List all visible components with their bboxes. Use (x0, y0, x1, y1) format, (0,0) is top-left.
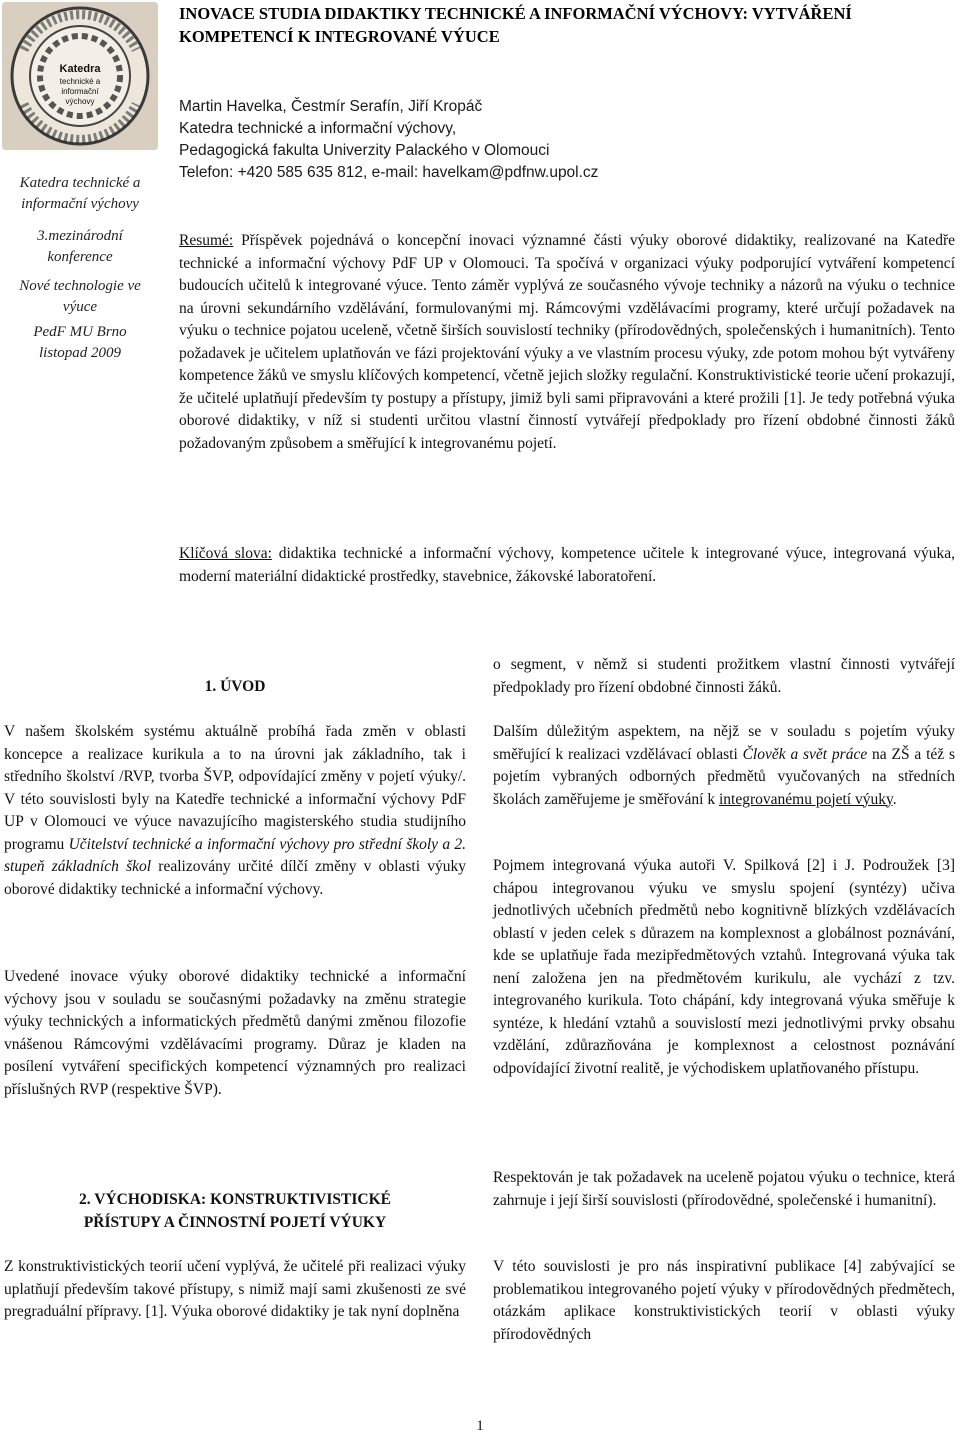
right-paragraph-0 (493, 654, 955, 699)
faculty-seal-icon (2, 2, 158, 150)
paragraph-text: realizovány určité dílčí změny v oblasti výuky oborové didaktiky technické a informační výchovy. (4, 858, 466, 898)
section2-paragraph (4, 1256, 466, 1324)
contact-info: Telefon: +420 585 635 812, e-mail: havelkam@pdfnw.upol.cz (179, 164, 599, 181)
conference-date: listopad 2009 (38, 345, 122, 361)
page-number: 1 (476, 1418, 484, 1434)
svg-text:technické a: technické a (59, 77, 101, 86)
conference-name (0, 276, 160, 318)
education-area-name: Člověk a svět práce (742, 745, 868, 763)
section-heading-line2: PŘÍSTUPY A ČINNOSTNÍ POJETÍ VÝUKY (83, 1213, 387, 1231)
paragraph-text: Uvedené inovace výuky oborové didaktiky technické a informační výchovy jsou v souladu se současnými požadavky na změnu strategie výuky technických a informatických předmětů danými změnou filozofie vnášenou Rámcovými vzdělávacími programy. Důraz je kladen na posílení vytváření specifických kompetencí významných pro realizaci příslušných RVP (respektive ŠVP). (4, 968, 466, 1098)
paper-title-line1: INOVACE STUDIA DIDAKTIKY TECHNICKÉ A INFORMAČNÍ VÝCHOVY: VYTVÁŘENÍ (179, 4, 852, 23)
conference-label (0, 226, 160, 268)
paragraph-text: Respektován je tak požadavek na uceleně pojatou výuku o technice, která zahrnuje i její širší souvislosti (přírodovědné, společenské i humanitní). (493, 1169, 955, 1209)
author-block (179, 96, 949, 184)
department-name: Katedra technické a informační výchovy (19, 175, 141, 212)
keywords (179, 543, 955, 588)
paragraph-text: o segment, v němž si studenti prožitkem vlastní činnosti vytvářejí předpoklady pro řízení obdobné činnosti žáků. (493, 656, 955, 696)
conference-name-line1: Nové technologie ve (19, 278, 141, 294)
paragraph-text: Dalším důležitým aspektem, na nějž se v souladu s pojetím výuky směřující k realizaci vzdělávací oblasti (493, 723, 955, 763)
svg-text:Katedra: Katedra (59, 63, 101, 75)
abstract-text: Příspěvek pojednává o koncepční inovaci významné části výuky oborové didaktiky, realizované na Katedře technické a informační výchovy PdF UP v Olomouci. Ta spočívá v organizaci výuky podporující vytváření kompetencí budoucích učitelů k integrované výuce. Tento záměr vyplývá ze současného vývoje techniky a názorů na výuku o technice na úrovni sekundárního vzdělávání, formulovanými mj. Rámcovými vzdělávacími programy, které určují požadavek na výuku o technice pojatou uceleně, včetně širších souvislostí techniky (přírodovědných, společenských i humanitních). Tento požadavek je učitelem uplatňován ve fázi projektování výuky a ve vlastním procesu výuky, zde potom mohou být vytvářeny kompetence žáků ve smyslu klíčových kompetencí, včetně jejich složky regulační. Konstruktivistické teorie učení prokazují, že učitelé uplatňují především ty postupy a přístupy, jimiž byli sami připravováni a které prožili [1]. Je tedy potřebná výuka oborové didaktiky, v níž si studenti určitou vlastní činností vytvářejí předpoklady pro řízení obdobné činnosti žáků požadovaným způsobem a směřující k integrovanému pojetí. (179, 232, 955, 452)
svg-text:výchovy: výchovy (65, 97, 95, 106)
abstract (179, 230, 955, 455)
conference-name-line2: výuce (62, 299, 98, 315)
keywords-label: Klíčová slova: (179, 545, 272, 562)
intro-paragraph-2 (4, 966, 466, 1101)
conference-word: konference (47, 249, 113, 265)
author-names: Martin Havelka, Čestmír Serafín, Jiří Kropáč (179, 98, 483, 115)
affiliation-dept: Katedra technické a informační výchovy, (179, 120, 457, 137)
conference-place (0, 322, 160, 364)
right-paragraph-3 (493, 1167, 955, 1212)
integrated-teaching-term: integrovanému pojetí výuky (718, 790, 893, 808)
right-paragraph-2 (493, 855, 955, 1080)
intro-paragraph-1 (4, 721, 466, 901)
right-paragraph-4 (493, 1256, 955, 1346)
section-heading-line1: 2. VÝCHODISKA: KONSTRUKTIVISTICKÉ (79, 1191, 391, 1208)
paragraph-text: V našem školském systému aktuálně probíhá řada změn v oblasti koncepce a realizace kurikula a to na úrovni jak základního, tak i středního školství /RVP, tvorba ŠVP, odpovídající změny v pojetí výuky/. V této souvislosti byly na Katedře technické a informační výchovy PdF UP v Olomouci ve výuce navazujícího magisterského studia studijního programu (4, 723, 466, 853)
conference-ordinal: 3.mezinárodní (37, 228, 123, 244)
right-paragraph-1 (493, 721, 955, 811)
section2-heading (4, 1189, 466, 1234)
section1-heading (4, 676, 466, 699)
paragraph-text: Pojmem integrovaná výuka autoři V. Spilková [2] i J. Podroužek [3] chápou integrovanou výuku ve smyslu spojení (syntézy) učiva jednotlivých učebních předmětů nebo kognitivně blízkých vzdělávacích oblastí v jeden celek s důrazem na komplexnost a globálnost poznávání, kde se uplatňuje řada mezipředmětových vztahů. Integrovaná výuka tak není založena jen na předmětovém kurikulu, ale vychází z tzv. integrovaného kurikula. Toto chápání, kdy integrovaná výuka směřuje k syntéze, k hledání vztahů a souvislostí mezi jednotlivými prvky obsahu vzdělání, zdůrazňována je komplexnost a celostnost poznávání odpovídající životní realitě, je východiskem uplatňovaného přístupu. (493, 857, 955, 1077)
conference-venue: PedF MU Brno (33, 324, 127, 340)
paragraph-end: . (892, 790, 897, 808)
section-heading-intro: 1. ÚVOD (204, 678, 266, 695)
paragraph-text: na ZŠ a též s pojetím vybraných odborných předmětů vyučovaných na středních školách zaměřujeme je směřování k (493, 745, 955, 808)
study-program-name: Učitelství technické a informační výchovy pro střední školy a 2. stupeň základních škol (4, 835, 466, 875)
keywords-text: didaktika technické a informační výchovy, kompetence učitele k integrované výuce, integrovaná výuka, moderní materiální didaktické prostředky, stavebnice, žákovské laboratoření. (179, 545, 955, 585)
paragraph-text: Z konstruktivistických teorií učení vyplývá, že učitelé při realizaci výuky uplatňují především takové přístupy, s nimiž mají sami zkušenosti ze své pregraduální přípravy. [1]. Výuka oborové didaktiky je tak nyní doplněna (4, 1258, 466, 1320)
svg-text:informační: informační (61, 87, 99, 96)
faculty-logo (2, 2, 158, 150)
paragraph-text: V této souvislosti je pro nás inspirativní publikace [4] zabývající se problematikou integrovaného pojetí výuky v přírodovědných předmětech, otázkám aplikace konstruktivistických teorií v oblasti výuky přírodovědných (493, 1258, 955, 1343)
paper-title-line2: KOMPETENCÍ K INTEGROVANÉ VÝUCE (179, 27, 500, 46)
abstract-label: Resumé: (179, 232, 234, 249)
affiliation-faculty: Pedagogická fakulta Univerzity Palackého v Olomouci (179, 142, 550, 159)
paper-title (179, 2, 949, 48)
